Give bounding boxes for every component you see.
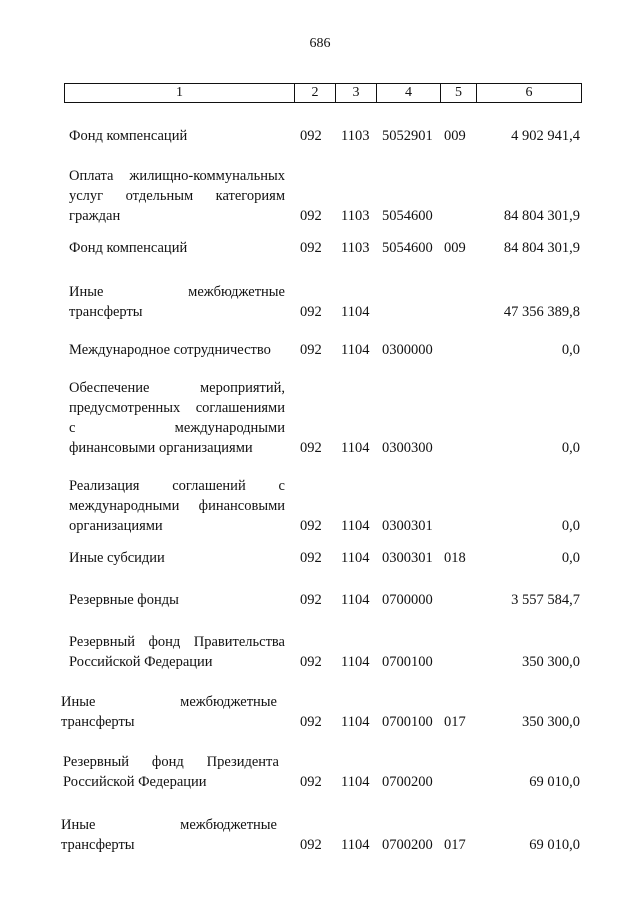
cell-c5: 009 [444, 128, 466, 144]
cell-c3: 1104 [341, 304, 370, 320]
cell-c4: 0700100 [382, 714, 433, 730]
row-name [69, 632, 285, 672]
table-header [64, 83, 582, 103]
cell-c3: 1104 [341, 714, 370, 730]
cell-c5: 017 [444, 714, 466, 730]
row-name [69, 590, 285, 610]
cell-c6: 69 010,0 [529, 774, 580, 790]
cell-c4: 0300301 [382, 550, 433, 566]
cell-c4: 0700000 [382, 592, 433, 608]
cell-c4: 0700200 [382, 837, 433, 853]
cell-c2: 092 [300, 592, 322, 608]
row-name [61, 815, 277, 855]
row-name-line: Реализация соглашений с [69, 478, 285, 494]
cell-c5: 017 [444, 837, 466, 853]
cell-c4: 0300300 [382, 440, 433, 456]
cell-c2: 092 [300, 550, 322, 566]
row-name-line: Обеспечение мероприятий, [69, 380, 285, 396]
header-col-6: 6 [525, 85, 533, 100]
page-number: 686 [309, 36, 331, 51]
row-name-line: Иные субсидии [69, 550, 165, 566]
cell-c3: 1104 [341, 837, 370, 853]
header-col-2: 2 [295, 84, 336, 102]
cell-c2: 092 [300, 518, 322, 534]
row-name [69, 166, 285, 226]
row-name-line: трансферты [61, 837, 135, 853]
cell-c4: 0300301 [382, 518, 433, 534]
cell-c6: 0,0 [561, 342, 580, 358]
cell-c2: 092 [300, 342, 322, 358]
cell-c6: 350 300,0 [522, 714, 580, 730]
cell-c6: 350 300,0 [522, 654, 580, 670]
row-name-line: Оплата жилищно-коммунальных [69, 168, 285, 184]
row-name [69, 548, 285, 568]
row-name-line: организациями [69, 518, 163, 534]
cell-c2: 092 [300, 240, 322, 256]
cell-c3: 1103 [341, 208, 370, 224]
row-name-line: с международными [69, 420, 285, 436]
row-name-line: Резервный фонд Президента [63, 754, 279, 770]
cell-c6: 0,0 [561, 440, 580, 456]
cell-c6: 3 557 584,7 [511, 592, 580, 608]
cell-c2: 092 [300, 304, 322, 320]
header-col-5: 5 [441, 84, 477, 102]
row-name-line: Фонд компенсаций [69, 240, 188, 256]
cell-c2: 092 [300, 714, 322, 730]
row-name-line: Иные межбюджетные [69, 284, 285, 300]
row-name-line: трансферты [69, 304, 143, 320]
row-name [69, 476, 285, 536]
cell-c6: 0,0 [561, 550, 580, 566]
cell-c6: 4 902 941,4 [511, 128, 580, 144]
row-name-line: международными финансовыми [69, 498, 285, 514]
cell-c3: 1104 [341, 342, 370, 358]
cell-c5: 018 [444, 550, 466, 566]
cell-c2: 092 [300, 774, 322, 790]
row-name [63, 752, 279, 792]
cell-c6: 84 804 301,9 [503, 240, 580, 256]
row-name-line: Фонд компенсаций [69, 128, 188, 144]
row-name-line: Международное сотрудничество [69, 342, 271, 358]
cell-c4: 5052901 [382, 128, 433, 144]
row-name-line: Российской Федерации [63, 774, 207, 790]
cell-c4: 0700100 [382, 654, 433, 670]
cell-c3: 1103 [341, 240, 370, 256]
cell-c3: 1104 [341, 654, 370, 670]
row-name-line: Резервные фонды [69, 592, 179, 608]
cell-c4: 5054600 [382, 208, 433, 224]
row-name-line: Российской Федерации [69, 654, 213, 670]
row-name [69, 378, 285, 458]
row-name [69, 238, 285, 258]
row-name [69, 282, 285, 322]
row-name-line: Резервный фонд Правительства [69, 634, 285, 650]
cell-c6: 47 356 389,8 [503, 304, 580, 320]
header-col-3: 3 [336, 84, 377, 102]
cell-c6: 0,0 [561, 518, 580, 534]
cell-c6: 84 804 301,9 [503, 208, 580, 224]
row-name-line: граждан [69, 208, 121, 224]
cell-c3: 1104 [341, 592, 370, 608]
cell-c4: 0700200 [382, 774, 433, 790]
row-name-line: Иные межбюджетные [61, 817, 277, 833]
cell-c3: 1103 [341, 128, 370, 144]
row-name-line: услуг отдельным категориям [69, 188, 285, 204]
cell-c2: 092 [300, 654, 322, 670]
cell-c3: 1104 [341, 518, 370, 534]
cell-c4: 5054600 [382, 240, 433, 256]
row-name-line: финансовыми организациями [69, 440, 253, 456]
cell-c6: 69 010,0 [529, 837, 580, 853]
row-name-line: трансферты [61, 714, 135, 730]
header-col-4: 4 [377, 84, 441, 102]
row-name-line: предусмотренных соглашениями [69, 400, 285, 416]
cell-c4: 0300000 [382, 342, 433, 358]
header-col-1: 1 [65, 84, 295, 102]
cell-c3: 1104 [341, 440, 370, 456]
row-name [69, 126, 285, 146]
cell-c2: 092 [300, 128, 322, 144]
cell-c3: 1104 [341, 774, 370, 790]
cell-c5: 009 [444, 240, 466, 256]
row-name [69, 340, 285, 360]
cell-c2: 092 [300, 440, 322, 456]
row-name [61, 692, 277, 732]
row-name-line: Иные межбюджетные [61, 694, 277, 710]
cell-c3: 1104 [341, 550, 370, 566]
cell-c2: 092 [300, 208, 322, 224]
cell-c2: 092 [300, 837, 322, 853]
